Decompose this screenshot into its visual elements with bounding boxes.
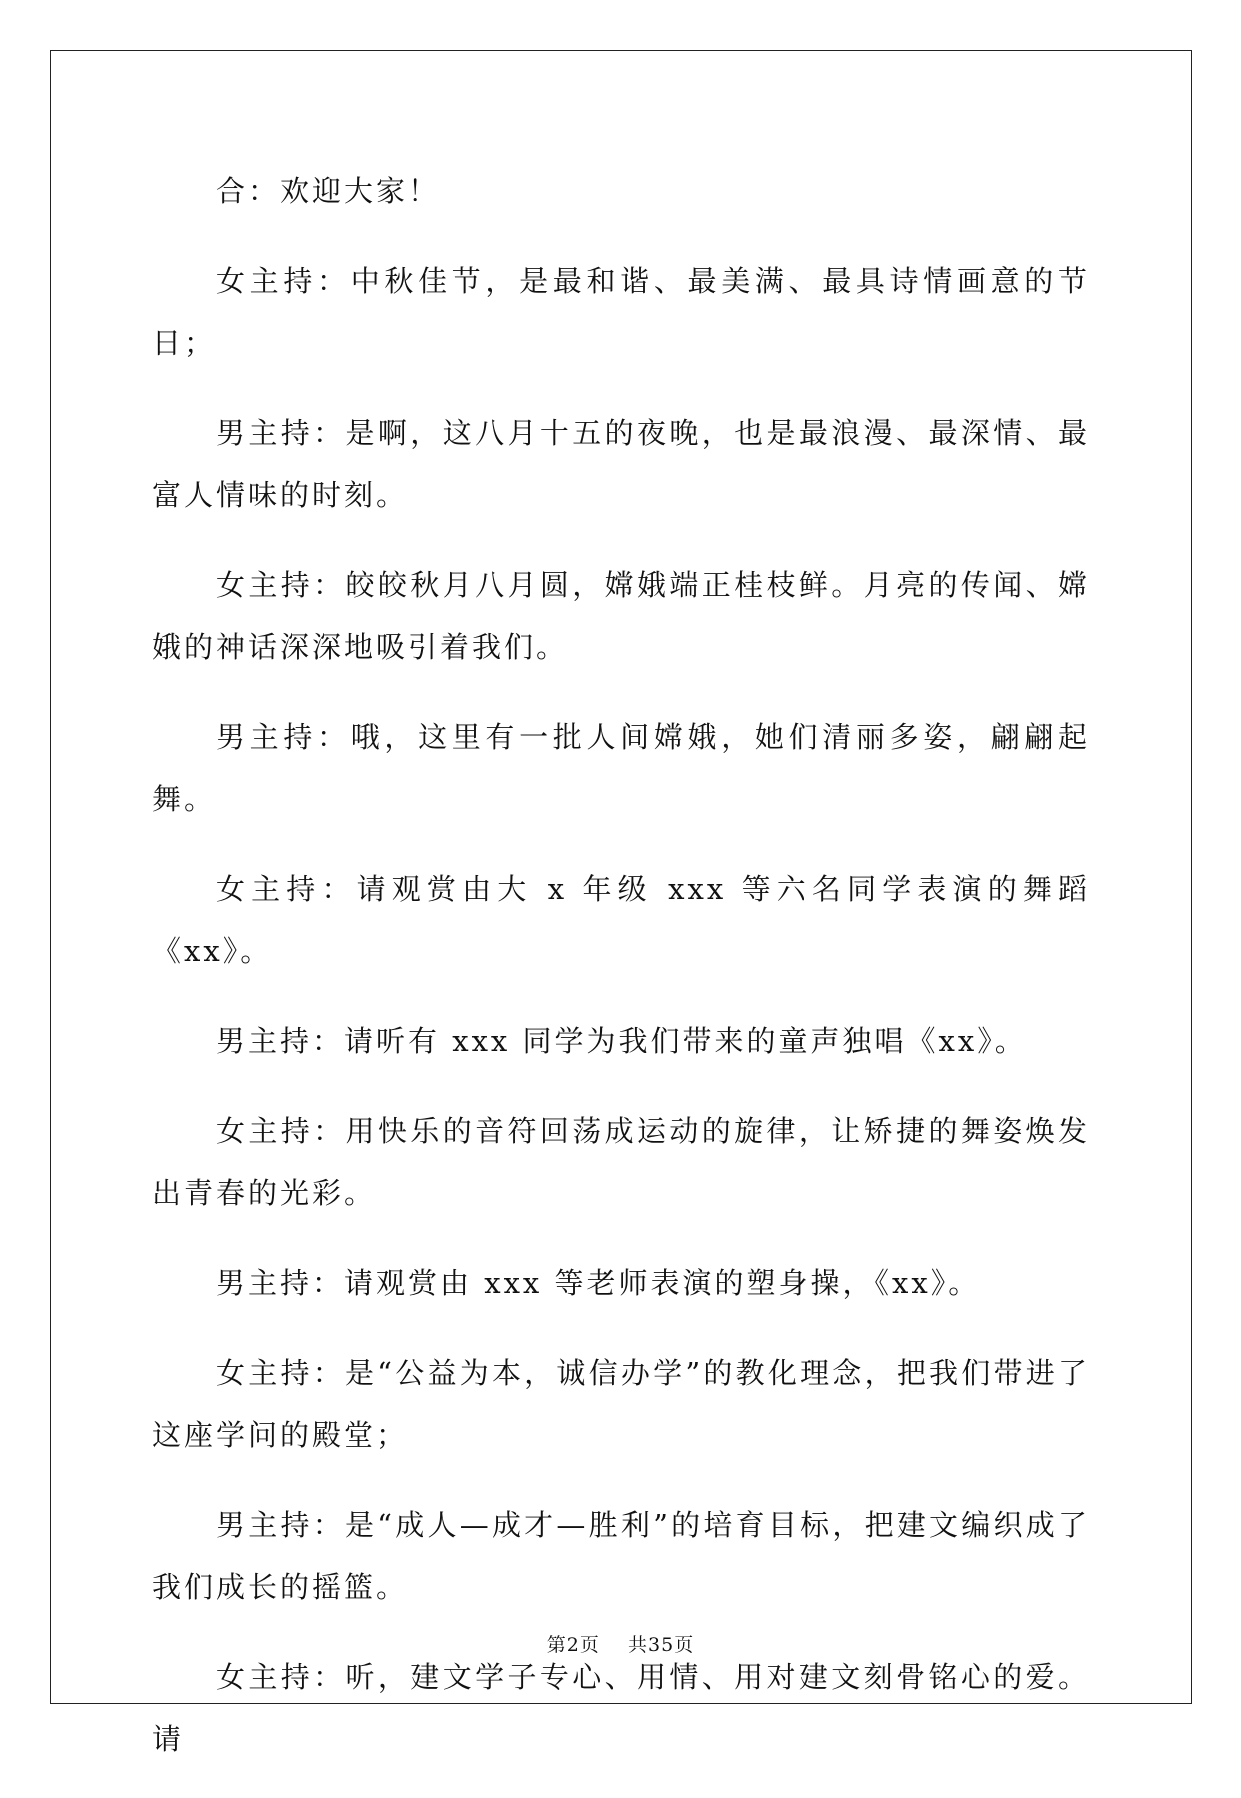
paragraph: 女主持：皎皎秋月八月圆，嫦娥端正桂枝鲜。月亮的传闻、嫦娥的神话深深地吸引着我们。 [152, 568, 1090, 664]
paragraph: 合：欢迎大家！ [216, 174, 441, 208]
page-footer [0, 1630, 1241, 1657]
paragraph: 女主持：请观赏由大 x 年级 xxx 等六名同学表演的舞蹈《xx》。 [152, 872, 1090, 968]
paragraph: 男主持：是啊，这八月十五的夜晚，也是最浪漫、最深情、最富人情味的时刻。 [152, 416, 1090, 512]
document-body [152, 160, 1090, 1798]
paragraph: 男主持：请观赏由 xxx 等老师表演的塑身操，《xx》。 [216, 1266, 981, 1300]
paragraph: 男主持：是“成人—成才—胜利”的培育目标，把建文编织成了我们成长的摇篮。 [152, 1508, 1090, 1604]
paragraph: 女主持：是“公益为本，诚信办学”的教化理念，把我们带进了这座学问的殿堂； [152, 1356, 1090, 1452]
paragraph: 男主持：哦，这里有一批人间嫦娥，她们清丽多姿，翩翩起舞。 [152, 720, 1090, 816]
paragraph: 女主持：用快乐的音符回荡成运动的旋律，让矫捷的舞姿焕发出青春的光彩。 [152, 1114, 1090, 1210]
paragraph: 男主持：请听有 xxx 同学为我们带来的童声独唱《xx》。 [216, 1024, 1027, 1058]
paragraph: 女主持：中秋佳节，是最和谐、最美满、最具诗情画意的节日； [152, 264, 1090, 360]
paragraph: 女主持：听，建文学子专心、用情、用对建文刻骨铭心的爱。请 [152, 1660, 1090, 1756]
page-number: 第2页 共35页 [546, 1634, 695, 1656]
